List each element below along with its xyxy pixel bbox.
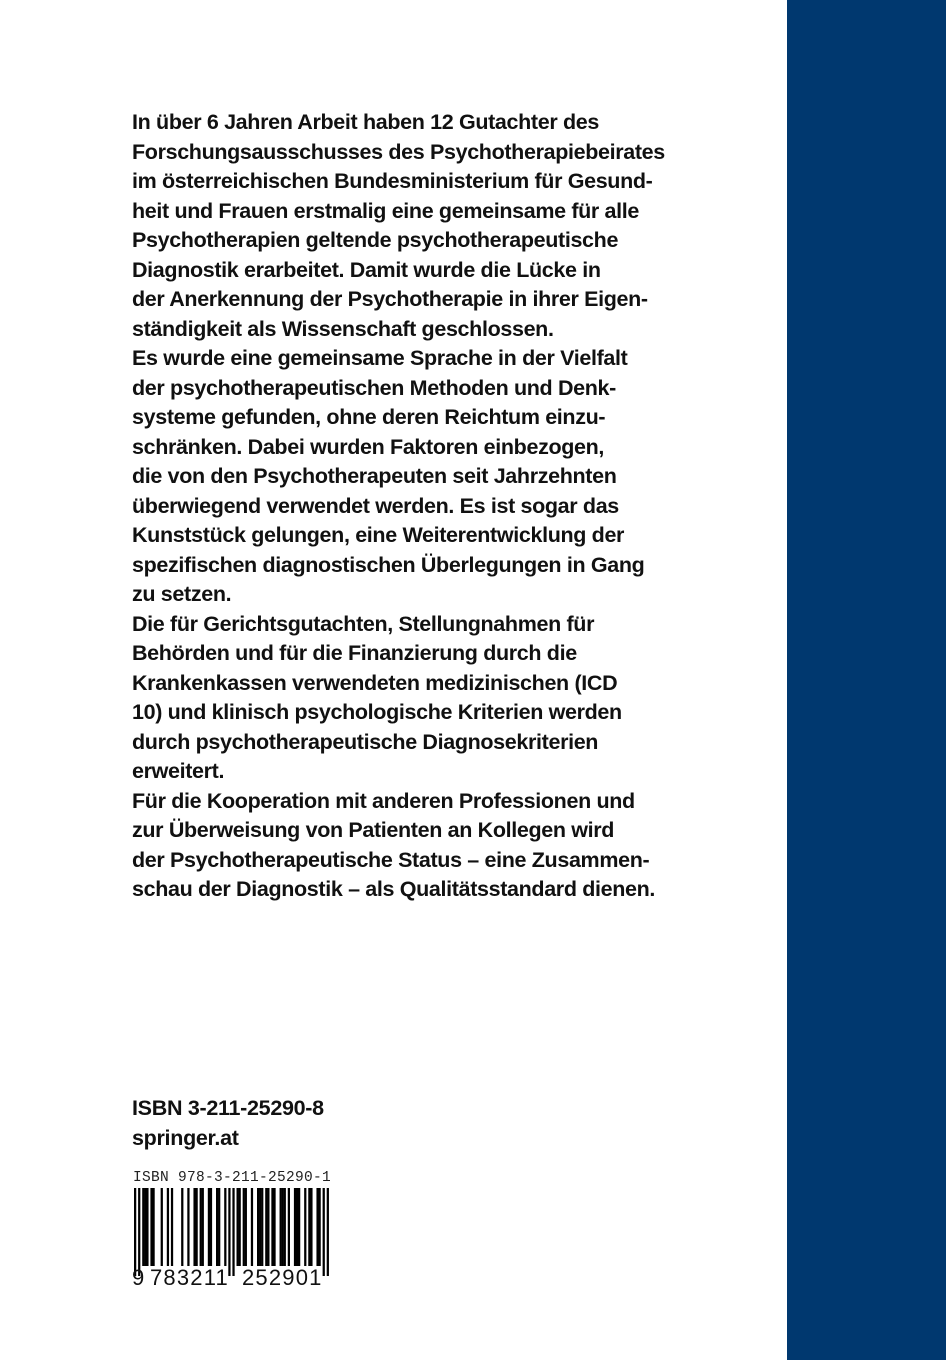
publisher-website: springer.at	[132, 1125, 239, 1150]
blurb-line: spezifischen diagnostischen Überlegungen in Gang	[132, 552, 645, 577]
barcode-bar	[200, 1188, 202, 1266]
blurb-line: In über 6 Jahren Arbeit haben 12 Gutachter des	[132, 110, 599, 134]
blurb-line: schau der Diagnostik – als Qualitätsstandard dienen.	[132, 877, 656, 901]
blurb-line: der Anerkennung der Psychotherapie in ihrer Eigen-	[132, 287, 648, 311]
barcode-bar	[134, 1188, 136, 1276]
blurb-line: heit und Frauen erstmalig eine gemeinsame für alle	[132, 198, 640, 223]
blurb-line: ständigkeit als Wissenschaft geschlossen.	[132, 316, 554, 341]
cover-spine-band	[787, 0, 946, 1360]
barcode-bar	[267, 1188, 269, 1266]
barcode-bar	[288, 1188, 290, 1266]
barcode-bar	[259, 1188, 261, 1266]
barcode-right-digits: 252901	[242, 1265, 323, 1290]
blurb-line: der psychotherapeutischen Methoden und Denk-	[132, 375, 616, 400]
barcode-bar	[243, 1188, 245, 1266]
blurb-line: Behörden und für die Finanzierung durch die	[132, 641, 577, 665]
barcode-bar	[251, 1188, 253, 1266]
barcode-bar	[171, 1188, 173, 1266]
barcode-bar	[187, 1188, 189, 1266]
blurb-line: Psychotherapien geltende psychotherapeutische	[132, 228, 619, 252]
barcode-bar	[294, 1188, 296, 1266]
blurb-line: der Psychotherapeutische Status – eine Zusammen-	[132, 847, 650, 872]
blurb-line: Krankenkassen verwendeten medizinischen (ICD	[132, 670, 618, 695]
barcode-bar	[296, 1188, 298, 1266]
back-cover-blurb	[132, 108, 772, 905]
barcode-bar	[265, 1188, 267, 1266]
barcode-bar	[142, 1188, 144, 1266]
blurb-line: Es wurde eine gemeinsame Sprache in der Vielfalt	[132, 346, 628, 370]
barcode-bar	[152, 1188, 154, 1266]
blurb-line: die von den Psychotherapeuten seit Jahrzehnten	[132, 464, 617, 488]
barcode-left-digits: 783211	[150, 1265, 229, 1290]
blurb-line: Kunststück gelungen, eine Weiterentwicklung der	[132, 523, 625, 547]
barcode-bar	[210, 1188, 212, 1266]
barcode-bar	[282, 1188, 284, 1266]
blurb-line: zu setzen.	[132, 582, 232, 606]
barcode-bar	[181, 1188, 183, 1266]
blurb-line: 10) und klinisch psychologische Kriterien werden	[132, 700, 622, 724]
barcode-bar	[280, 1188, 282, 1266]
barcode-bar	[310, 1188, 312, 1266]
barcode-bar	[218, 1188, 220, 1266]
barcode-bar	[323, 1188, 325, 1276]
blurb-line: durch psychotherapeutische Diagnosekriterien	[132, 729, 599, 754]
blurb-line: überwiegend verwendet werden. Es ist sogar das	[132, 493, 619, 518]
barcode-first-digit: 9	[132, 1265, 145, 1290]
barcode-isbn-label: ISBN 978-3-211-25290-1	[133, 1170, 332, 1186]
barcode-bar	[239, 1188, 241, 1266]
barcode-bar	[144, 1188, 146, 1266]
blurb-line: im österreichischen Bundesministerium für Gesund-	[132, 169, 653, 193]
barcode-bar	[304, 1188, 306, 1266]
blurb-line: systeme gefunden, ohne deren Reichtum einzu-	[132, 405, 606, 429]
isbn-10: ISBN 3-211-25290-8	[132, 1096, 324, 1120]
barcode-bar	[193, 1188, 195, 1266]
barcode-bar	[273, 1188, 275, 1266]
blurb-line: Forschungsausschusses des Psychotherapiebeirates	[132, 139, 665, 164]
barcode-bar	[298, 1188, 300, 1266]
barcode-bar	[232, 1188, 234, 1276]
barcode-bar	[316, 1188, 318, 1266]
blurb-line: zur Überweisung von Patienten an Kollegen wird	[132, 818, 615, 842]
barcode-bar	[327, 1188, 329, 1276]
barcode-bar	[216, 1188, 218, 1266]
blurb-line: Die für Gerichtsgutachten, Stellungnahmen für	[132, 611, 595, 636]
barcode-bar	[271, 1188, 273, 1266]
barcode-bar	[308, 1188, 310, 1266]
barcode-bar	[196, 1188, 198, 1266]
barcode-bar	[146, 1188, 148, 1266]
barcode-bar	[167, 1188, 169, 1266]
barcode-bar	[319, 1188, 321, 1266]
barcode-bar	[257, 1188, 259, 1266]
barcode-bar	[150, 1188, 152, 1266]
barcode-bar	[202, 1188, 204, 1266]
publisher-info	[132, 1094, 324, 1153]
barcode-bar	[161, 1188, 163, 1266]
blurb-line: erweitert.	[132, 759, 225, 783]
barcode-bar	[228, 1188, 230, 1276]
barcode-bar	[224, 1188, 226, 1266]
barcode-bar	[245, 1188, 247, 1266]
barcode-bar	[208, 1188, 210, 1266]
barcode-bar	[138, 1188, 140, 1276]
blurb-line: Diagnostik erarbeitet. Damit wurde die Lücke in	[132, 257, 601, 282]
barcode-bar	[261, 1188, 263, 1266]
barcode-bar	[237, 1188, 239, 1266]
barcode-bar	[284, 1188, 286, 1266]
blurb-line: Für die Kooperation mit anderen Professionen und	[132, 788, 635, 813]
blurb-line: schränken. Dabei wurden Faktoren einbezogen,	[132, 434, 605, 459]
